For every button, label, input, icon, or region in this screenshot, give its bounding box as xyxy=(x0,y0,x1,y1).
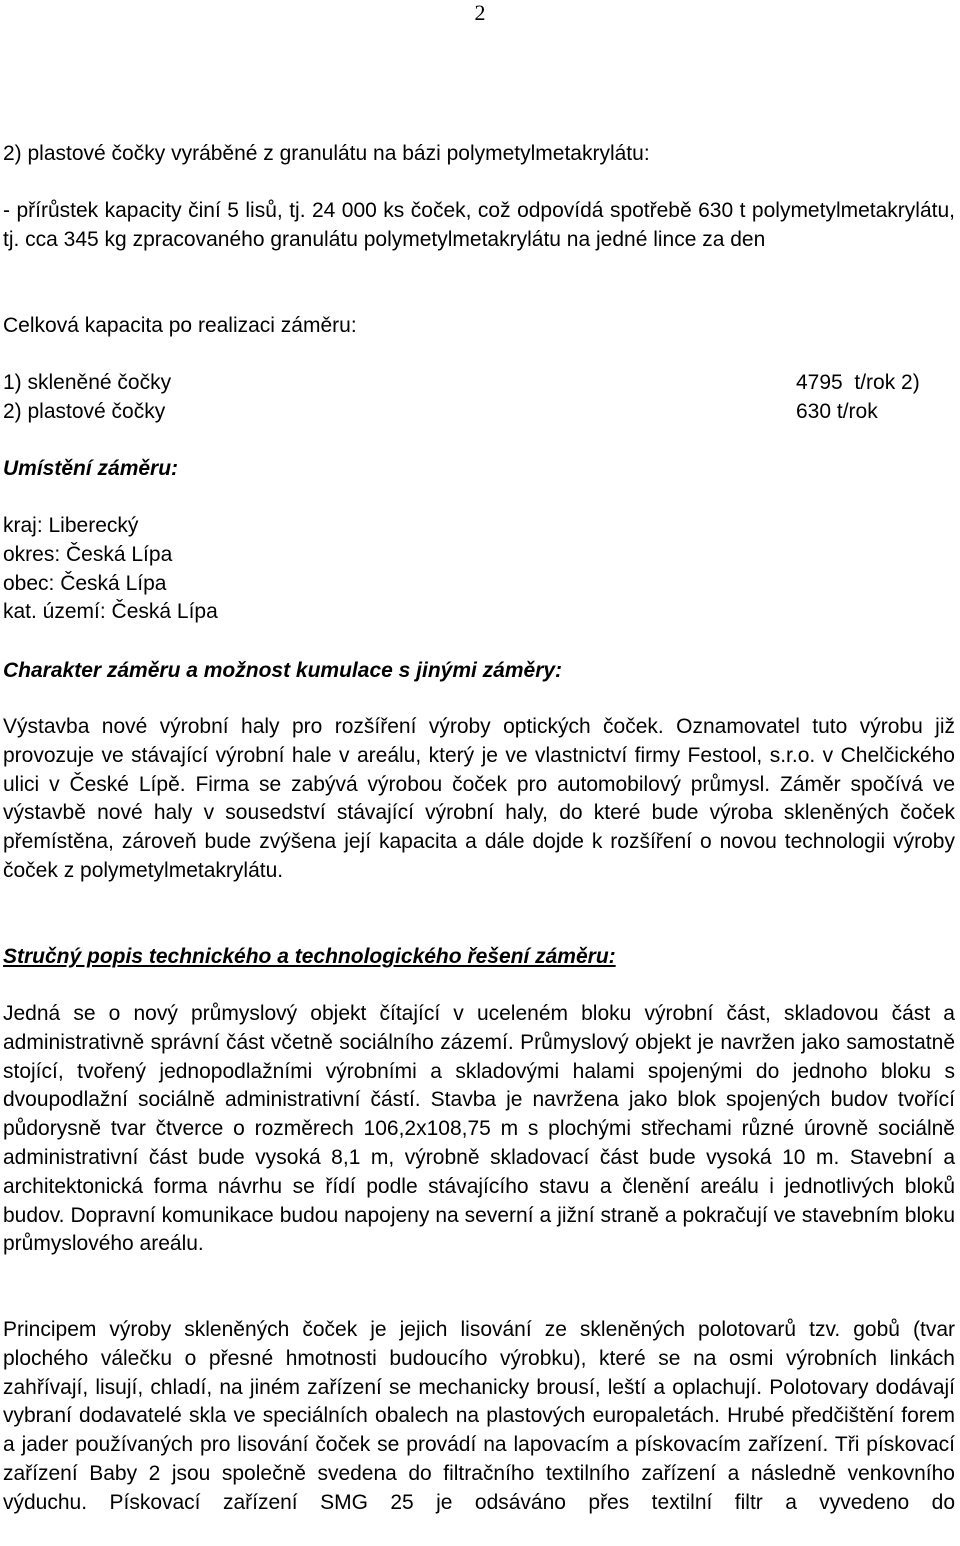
character-text: Výstavba nové výrobní haly pro rozšíření výroby optických čoček. Oznamovatel tuto výrobu již provozuje ve stávající výrobní hale v areálu, který je ve vlastnictví firmy Festool, s.r.o. v Chelčického ulici v České Lípě. Firma se zabývá výrobou čoček pro automobilový průmysl. Záměr spočívá ve výstavbě nové haly v sousedství stávající výrobní haly, do které bude výroba skleněných čoček přemístěna, zároveň bude zvýšena její kapacita a dále dojde k rozšíření o novou technologii výroby čoček z polymetylmetakrylátu. xyxy=(3,715,955,882)
location-region: kraj: Liberecký xyxy=(3,514,139,537)
capacity-value-plastic: 630 t/rok xyxy=(796,399,878,423)
capacity-value-glass: 4795 t/rok 2) xyxy=(796,371,920,394)
description-heading: Stručný popis technického a technologického řešení záměru: xyxy=(3,945,616,968)
page-number: 2 xyxy=(474,0,486,25)
location-cadastral: kat. území: Česká Lípa xyxy=(3,600,218,624)
capacity-row-glass xyxy=(3,369,955,398)
description-paragraph-2: Principem výroby skleněných čoček je jejich lisování ze skleněných polotovarů tzv. gobů (tvar plochého válečku o přesné hmotnosti budoucího výrobku), které se na osmi výrobních linkách zahřívají, lisují, chladí, na jiném zařízení se mechanicky brousí, leští a oplachují. Polotovary dodávají vybraní dodavatelé skla ve speciálních obalech na plastových europaletách. Hrubé předčištění forem a jader používaných pro lisování čoček se provádí na lapovacím a pískovacím zařízení. Tři pískovací zařízení Baby 2 jsou společně svedena do filtračního textilního zařízení a následně venkovního výduchu. Pískovací zařízení SMG 25 je odsáváno přes textilní filtr a vyvedeno do xyxy=(3,1318,955,1514)
location-district: okres: Česká Lípa xyxy=(3,542,173,566)
section-plastic-heading: 2) plastové čočky vyráběné z granulátu na bázi polymetylmetakrylátu: xyxy=(3,142,650,165)
section-plastic-text: - přírůstek kapacity činí 5 lisů, tj. 24 000 ks čoček, což odpovídá spotřebě 630 t polymetylmetakrylátu, tj. cca 345 kg zpracovaného granulátu polymetylmetakrylátu na jedné lince za den xyxy=(3,199,955,251)
capacity-heading: Celková kapacita po realizaci záměru: xyxy=(3,314,357,337)
capacity-label-glass: 1) skleněné čočky xyxy=(3,371,172,394)
location-municipality: obec: Česká Lípa xyxy=(3,571,167,595)
character-heading: Charakter záměru a možnost kumulace s jinými záměry: xyxy=(3,659,563,682)
description-paragraph-1: Jedná se o nový průmyslový objekt čítající v uceleném bloku výrobní část, skladovou část a administrativně správní část včetně sociálního zázemí. Průmyslový objekt je navržen jako samostatně stojící, tvořený jednopodlažními výrobními a skladovými halami spojenými do jednoho bloku s dvoupodlažní sociálně administrativní částí. Stavba je navržena jako blok spojených budov tvořící půdorysně tvar čtverce o rozměrech 106,2x108,75 m s plochými střechami různé úrovně sociálně administrativní část bude vysoká 8,1 m, výrobně skladovací část bude vysoká 10 m. Stavební a architektonická forma návrhu se řídí podle stávajícího stavu a členění areálu i jednotlivých bloků budov. Dopravní komunikace budou napojeny na severní a jižní straně a pokračují ve stavebním bloku průmyslového areálu. xyxy=(3,1002,955,1256)
capacity-row-plastic xyxy=(3,398,955,427)
capacity-table xyxy=(3,369,955,427)
capacity-label-plastic: 2) plastové čočky xyxy=(3,399,166,423)
location-heading: Umístění záměru: xyxy=(3,457,179,480)
location-details xyxy=(3,512,955,627)
